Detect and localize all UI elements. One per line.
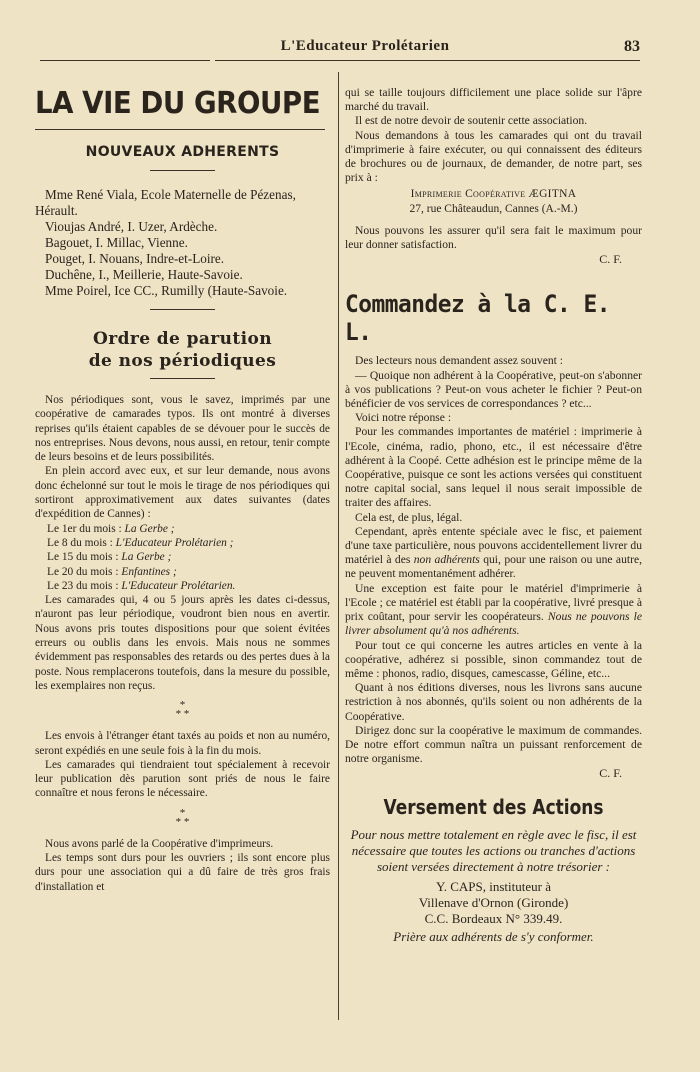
paragraph: Nous demandons à tous les camarades qui ont du travail d'imprimerie à faire exécuter, ou qui connaissent des éditeurs de brochures ou de journaux, de demander, de notre part, ses prix à : — [345, 128, 642, 185]
paragraph: Il est de notre devoir de soutenir cette association. — [355, 114, 588, 128]
section-rule — [150, 309, 215, 310]
left-column — [35, 80, 330, 894]
paragraph — [345, 582, 642, 639]
section-rule — [150, 378, 215, 379]
page-number: 83 — [624, 38, 640, 55]
printer-name: Imprimerie Coopérative ÆGITNA — [410, 188, 577, 201]
schedule-date: Le 20 du mois : — [47, 565, 119, 578]
schedule-title: Enfantines ; — [121, 565, 177, 578]
periodicals-article — [35, 393, 330, 894]
periodicals-heading — [35, 328, 330, 372]
schedule-title: L'Educateur Prolétarien ; — [115, 536, 234, 549]
header-rule — [215, 60, 640, 61]
versement-heading: Versement des Actions — [383, 794, 604, 819]
text-run: qui, pour une raison ou une autre, ne peuvent momentanément adhérer. — [345, 553, 642, 581]
text-run: Une exception est faite pour le matériel d'imprimerie à l'Ecole ; ce matériel est établi par la coopérative, livré presque à prix coûtant, pour servir les coopérateurs. — [345, 581, 642, 624]
list-item — [35, 536, 330, 550]
paragraph: Les camarades qui, 4 ou 5 jours après les dates ci-dessus, n'auront pas leur périodique, voudront bien nous en avertir. Nous avons pris toutes dispositions pour que soient évitées erreurs ou oublis dans les envois. Mais nous ne sommes évidemment pas responsables des retards ou des pertes dues à la poste. Nous remplacerons toutefois, dans la mesure du possible, les exemplaires non reçus. — [35, 594, 330, 692]
treasurer-line: Villenave d'Ornon (Gironde) — [418, 894, 569, 910]
list-item: Duchêne, I., Meillerie, Haute-Savoie. — [45, 267, 243, 282]
cooperative-article-continued — [345, 86, 642, 266]
list-item — [35, 550, 330, 564]
paragraph: Nous pouvons les assurer qu'il sera fait le maximum pour leur donner satisfaction. — [345, 223, 642, 252]
schedule-title: L'Educateur Prolétarien. — [121, 579, 236, 592]
paragraph: Voici notre réponse : — [355, 411, 452, 425]
list-item — [35, 579, 330, 593]
paragraph: Nous avons parlé de la Coopérative d'imprimeurs. — [45, 837, 274, 850]
emphasis: non adhérents — [413, 553, 480, 567]
title-rule — [35, 129, 325, 130]
closing-note: Prière aux adhérents de s'y conformer. — [393, 928, 594, 944]
schedule-date: Le 23 du mois : — [47, 579, 119, 592]
signature: C. F. — [599, 766, 622, 781]
paragraph: Pour tout ce qui concerne les autres articles en vente à la coopérative, adhérez si possible, sinon commandez tout de même : phonos, radio, disques, camescasse, Géline, etc... — [345, 638, 642, 680]
paragraph: Cela est, de plus, légal. — [355, 510, 463, 524]
signature: C. F. — [599, 252, 622, 267]
paragraph: Nos périodiques sont, vous le savez, imprimés par une coopérative de camarades typos. Ils ont montré à diverses reprises qu'ils étaient capables de se dévouer pour le succès de nos entreprises. Nous devons, nous aussi, en retour, tenir compte de leurs besoins et de leurs possibilités. — [35, 394, 330, 464]
section-rule — [150, 170, 215, 171]
schedule-date: Le 8 du mois : — [47, 536, 113, 549]
list-item: Bagouet, I. Millac, Vienne. — [45, 235, 188, 250]
emphasis: Nous ne pouvons le livrer absolument qu'à nos adhérents. — [345, 610, 642, 638]
header-rule — [40, 60, 210, 61]
list-item — [35, 565, 330, 579]
schedule-list — [35, 522, 330, 593]
running-title: L'Educateur Prolétarien — [280, 38, 450, 54]
paragraph: Les temps sont durs pour les ouvriers ; ils sont encore plus durs pour une association qui a dû faire de très gros frais d'installation et — [35, 852, 330, 893]
paragraph: Les camarades qui tiendraient tout spécialement à recevoir leur publication dès parution sont priés de nous le faire connaître et nous ferons le nécessaire. — [35, 758, 330, 800]
paragraph: Les envois à l'étranger étant taxés au poids et non au numéro, seront expédiés en une seule fois à la fin du mois. — [35, 730, 330, 757]
text-run: Cependant, après entente spéciale avec le fisc, et paiement d'une taxe particulière, nous pouvons accidentellement livrer du matériel à des — [345, 524, 642, 567]
members-list — [35, 187, 330, 299]
periodicals-heading-line: de nos périodiques — [88, 351, 277, 371]
schedule-title: La Gerbe ; — [121, 551, 172, 564]
printer-address: 27, rue Châteaudun, Cannes (A.-M.) — [409, 202, 578, 215]
paragraph: Pour les commandes importantes de matériel : imprimerie à l'Ecole, cinéma, radio, phono, etc., il est nécessaire d'être adhérent à la Coopé. Cette adhésion est le principe même de la Coopérative, puisque ce sont les actions versées qui constituent notre capital social, sans lequel il nous serait impossible de traiter des affaires. — [345, 425, 642, 510]
treasurer-address — [345, 879, 642, 927]
page-title: LA VIE DU GROUPE — [35, 86, 321, 121]
page-header — [40, 38, 640, 66]
paragraph: qui se taille toujours difficilement une place solide sur l'âpre marché du travail. — [345, 86, 642, 114]
periodicals-heading-line: Ordre de parution — [93, 329, 272, 349]
list-item: Mme René Viala, Ecole Maternelle de Pézenas, Hérault. — [35, 187, 296, 218]
schedule-date: Le 1er du mois : — [47, 522, 122, 535]
right-column — [345, 86, 642, 945]
paragraph: En plein accord avec eux, et sur leur demande, nous avons donc échelonné sur tout le mois le tirage de nos périodiques qui sortiront approximativement aux dates suivantes (dates d'expédition de Cannes) : — [35, 465, 330, 521]
paragraph: — Quoique non adhérent à la Coopérative, peut-on s'abonner à vos publications ? Peut-on vous acheter le fichier ? Peut-on bénéficier de vos services de correspondances ? etc... — [345, 368, 642, 411]
schedule-title: La Gerbe ; — [124, 522, 175, 535]
commandez-article — [345, 354, 642, 780]
list-item — [35, 522, 330, 536]
new-members-heading: NOUVEAUX ADHERENTS — [85, 144, 280, 160]
paragraph — [345, 525, 642, 582]
list-item: Pouget, I. Nouans, Indre-et-Loire. — [45, 251, 225, 266]
list-item: Vioujas André, I. Uzer, Ardèche. — [45, 219, 218, 234]
schedule-date: Le 15 du mois : — [47, 551, 119, 564]
asterism-divider: * * * — [175, 699, 190, 721]
treasurer-line: C.C. Bordeaux N° 339.49. — [424, 910, 563, 926]
versement-intro: Pour nous mettre totalement en règle avec le fisc, il est nécessaire que toutes les actions ou tranches d'actions soient versées directement à notre trésorier : — [350, 826, 637, 874]
paragraph: Quant à nos éditions diverses, nous les livrons sans aucune restriction à nos abonnés, qu'ils soient ou non adhérents de la Coopérative. — [345, 681, 642, 723]
commandez-heading: Commandez à la C. E. L. — [345, 290, 611, 347]
treasurer-line: Y. CAPS, instituteur à — [436, 878, 551, 894]
paragraph: Des lecteurs nous demandent assez souvent : — [355, 354, 563, 368]
list-item: Mme Poirel, Ice CC., Rumilly (Haute-Savoie. — [45, 283, 288, 298]
asterism-divider: * * * — [175, 806, 190, 828]
paragraph: Dirigez donc sur la coopérative le maximum de commandes. De notre effort commun naîtra un puissant renforcement de notre organisme. — [345, 723, 642, 766]
column-divider — [338, 72, 339, 1020]
